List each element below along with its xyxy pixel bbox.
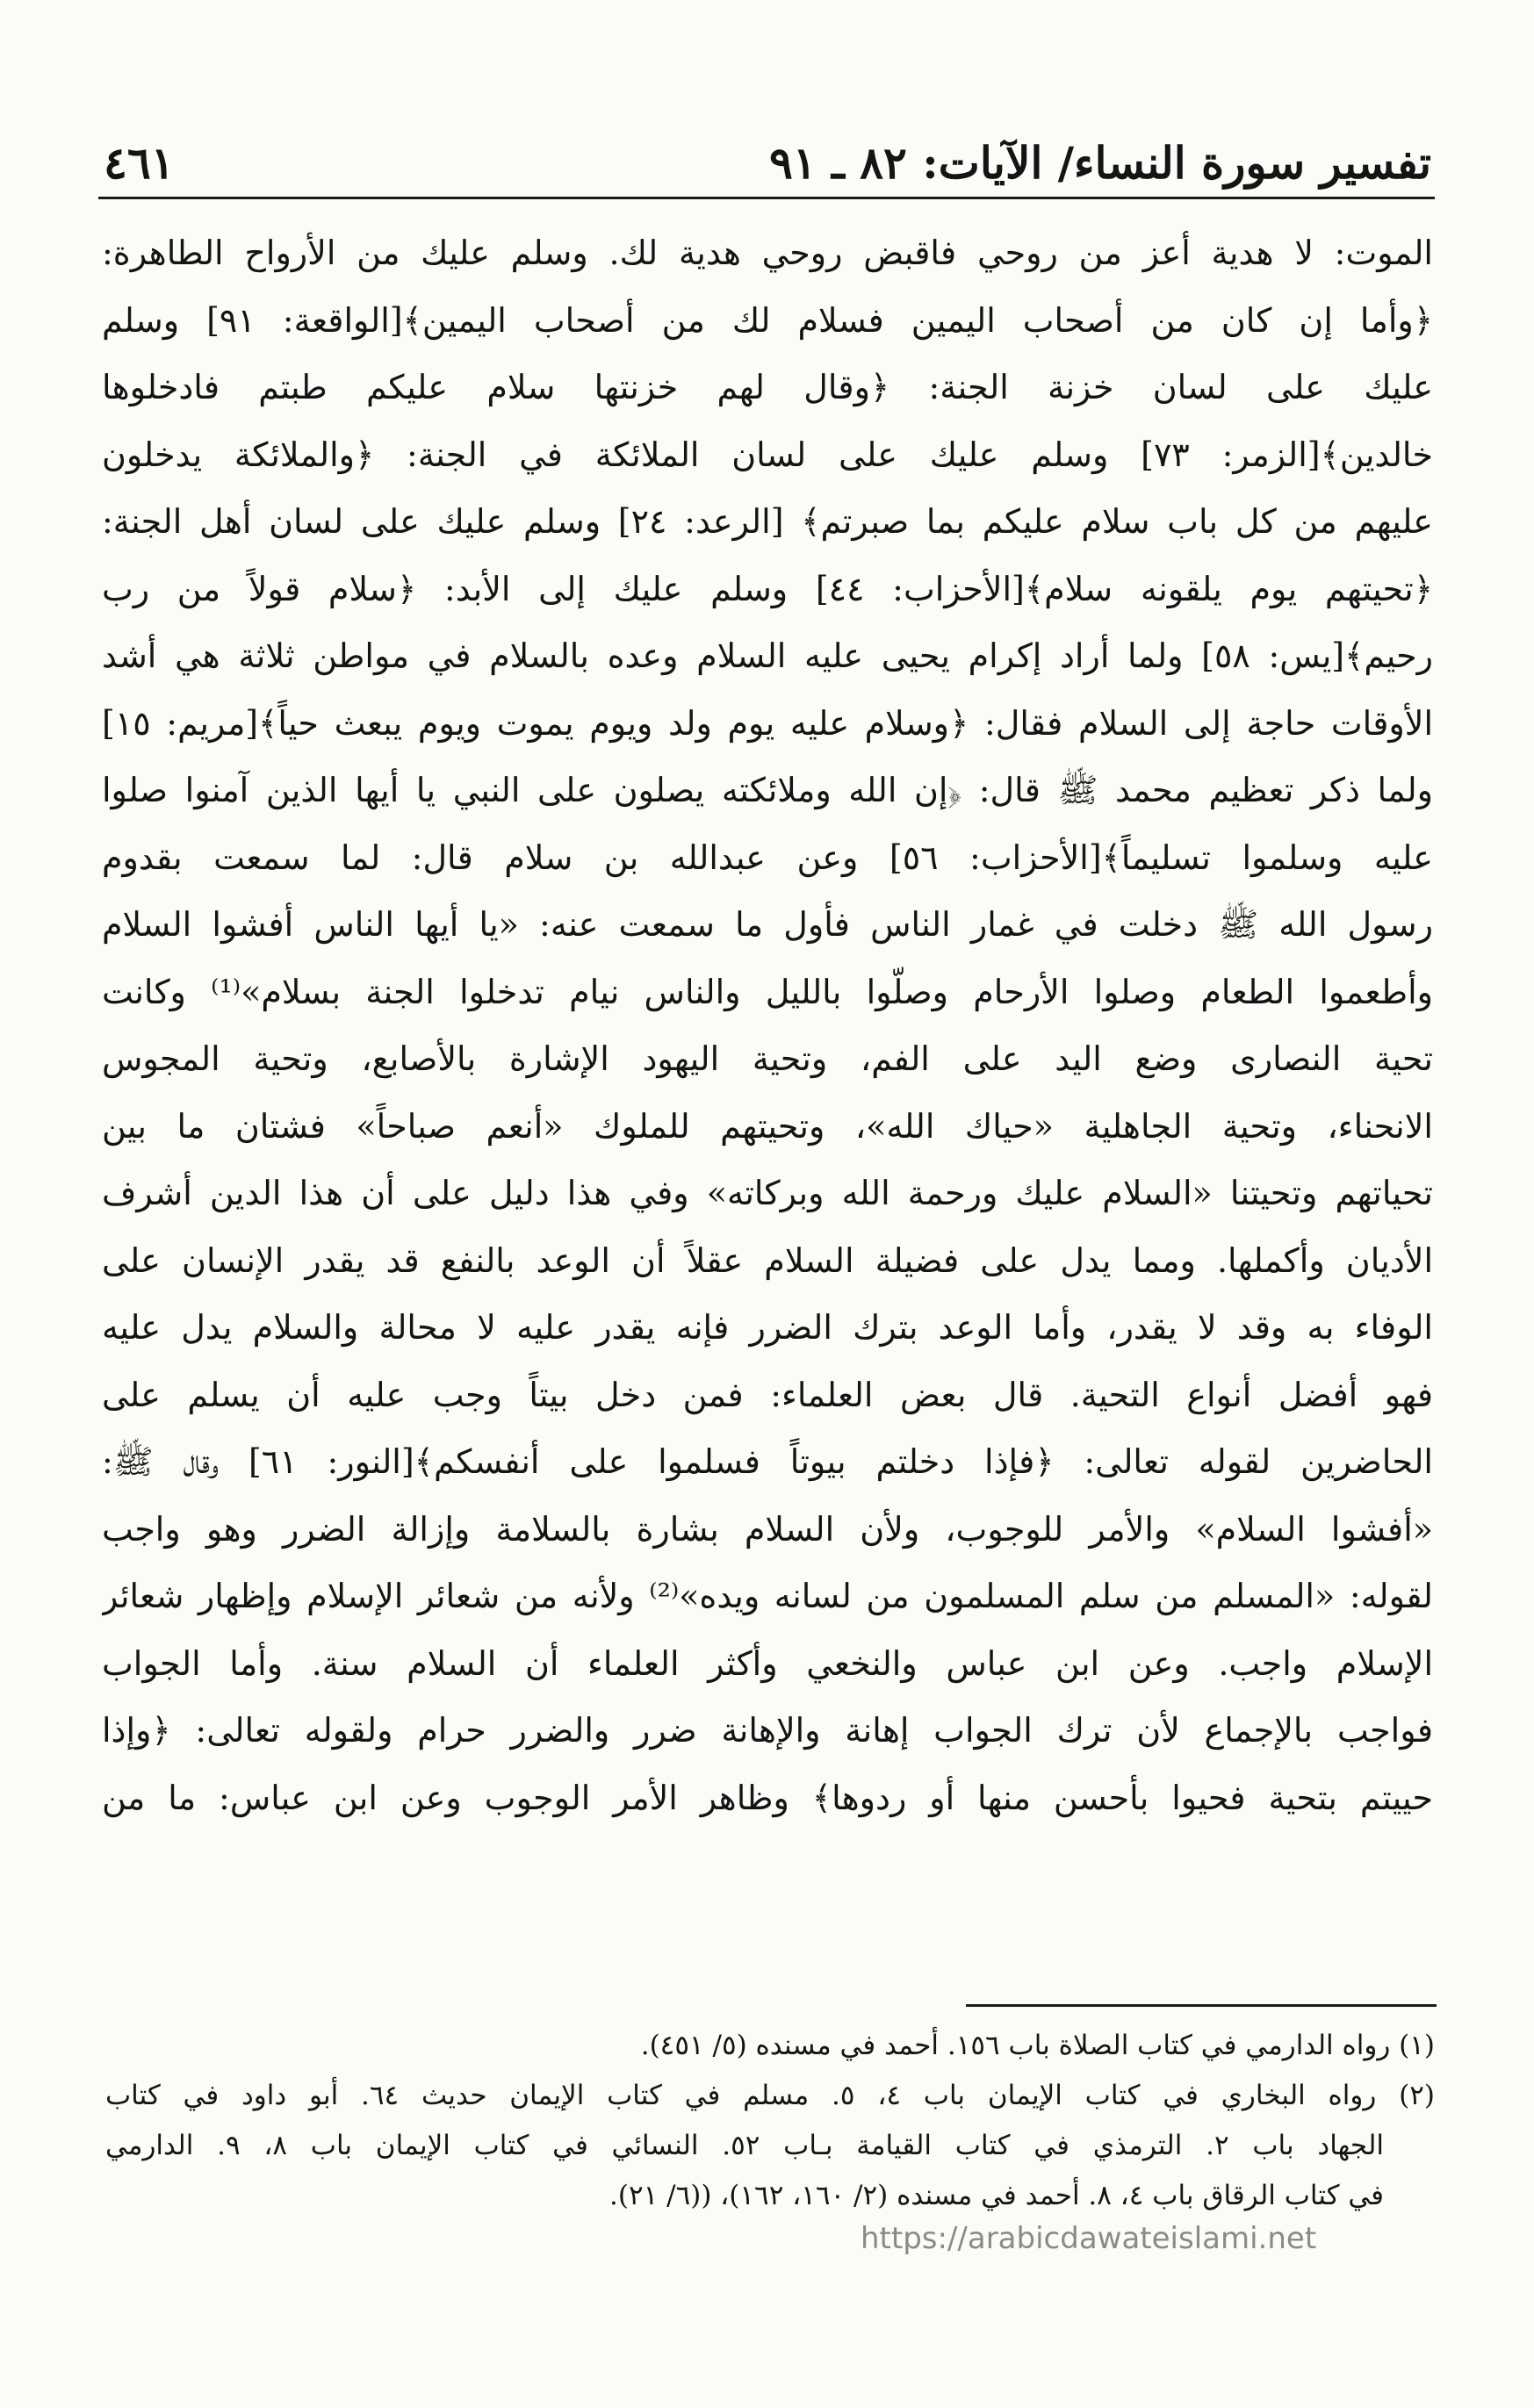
footnote-2-cont: الجهاد باب ٢. الترمذي في كتاب القيامة بـاب ٥٢. النسائي في كتاب الإيمان باب ٨، ٩. الدارمي [105,2130,1384,2161]
body-line: ﴿وأما إن كان من أصحاب اليمين فسلام لك من أصحاب اليمين﴾[الواقعة: ٩١] وسلم [102,300,1433,340]
body-line: رسول الله ﷺ دخلت في غمار الناس فأول ما سمعت عنه: «يا أيها الناس أفشوا السلام [102,905,1433,944]
footnote-1: (١) رواه الدارمي في كتاب الصلاة باب ١٥٦. أحمد في مسنده (٥/ ٤٥١). [640,2030,1435,2061]
body-line: الإسلام واجب. وعن ابن عباس والنخعي وأكثر العلماء أن السلام سنة. وأما الجواب [102,1643,1433,1683]
body-line: عليهم من كل باب سلام عليكم بما صبرتم﴾ [الرعد: ٢٤] وسلم عليك على لسان أهل الجنة: [102,502,1433,541]
body-line: عليك على لسان خزنة الجنة: ﴿وقال لهم خزنتها سلام عليكم طبتم فادخلوها [102,368,1433,406]
body-line: فواجب بالإجماع لأن ترك الجواب إهانة والإهانة ضرر والضرر حرام ولقوله تعالى: ﴿وإذا [102,1711,1433,1750]
body-line: وأطعموا الطعام وصلوا الأرحام وصلّوا بالليل والناس نيام تدخلوا الجنة بسلام»⁽¹⁾ وكانت [102,972,1433,1011]
footnote-2: (٢) رواه البخاري في كتاب الإيمان باب ٤، ٥. مسلم في كتاب الإيمان حديث ٦٤. أبو داود في كتاب [105,2080,1435,2111]
body-line: عليه وسلموا تسليماً﴾[الأحزاب: ٥٦] وعن عبدالله بن سلام قال: لما سمعت بقدوم [102,837,1433,877]
body-text [102,219,1433,1984]
body-line: الأديان وأكملها. ومما يدل على فضيلة السلام عقلاً أن الوعد بالنفع قد يقدر الإنسان على [102,1240,1433,1280]
body-line: ولما ذكر تعظيم محمد ﷺ قال: ﴿إن الله وملائكته يصلون على النبي يا أيها الذين آمنوا صلوا [102,771,1433,809]
body-line: الموت: لا هدية أعز من روحي فاقبض روحي هدية لك. وسلم عليك من الأرواح الطاهرة: [102,234,1433,272]
body-line: تحياتهم وتحيتنا «السلام عليك ورحمة الله وبركاته» وفي هذا دليل على أن هذا الدين أشرف [102,1174,1433,1212]
header-title: تفسير سورة النساء/ الآيات: ٨٢ ـ ٩١ [768,137,1431,189]
footnote-rule [966,2004,1437,2007]
body-line: فهو أفضل أنواع التحية. قال بعض العلماء: فمن دخل بيتاً وجب عليه أن يسلم على [102,1375,1433,1414]
body-line: لقوله: «المسلم من سلم المسلمون من لسانه ويده»⁽²⁾ ولأنه من شعائر الإسلام وإظهار شعائر [102,1577,1433,1615]
footnotes [105,2021,1435,2221]
page-number: ٤٦١ [104,137,175,189]
body-line: الوفاء به وقد لا يقدر، وأما الوعد بترك الضرر فإنه يقدر عليه لا محالة والسلام يدل عليه [102,1308,1433,1347]
body-line: ﴿تحيتهم يوم يلقونه سلام﴾[الأحزاب: ٤٤] وسلم عليك إلى الأبد: ﴿سلام قولاً من رب [102,569,1433,608]
body-line: خالدين﴾[الزمر: ٧٣] وسلم عليك على لسان الملائكة في الجنة: ﴿والملائكة يدخلون [102,435,1433,474]
body-line: حييتم بتحية فحيوا بأحسن منها أو ردوها﴾ وظاهر الأمر الوجوب وعن ابن عباس: ما من [102,1778,1433,1817]
footnote-2-cont: في كتاب الرقاق باب ٤، ٨. أحمد في مسنده (٢/ ١٦٠، ١٦٢)، ((٦/ ٢١). [609,2180,1384,2211]
body-line: رحيم﴾[يس: ٥٨] ولما أراد إكرام يحيى عليه السلام وعده بالسلام في مواطن ثلاثة هي أشد [102,636,1433,675]
watermark: https://arabicdawateislami.net [861,2221,1317,2256]
running-header [104,132,1431,202]
body-line: تحية النصارى وضع اليد على الفم، وتحية اليهود الإشارة بالأصابع، وتحية المجوس [102,1039,1433,1078]
body-line: «أفشوا السلام» والأمر للوجوب، ولأن السلام بشارة بالسلامة وإزالة الضرر وهو واجب [102,1509,1433,1549]
header-rule [98,197,1435,199]
body-line: الانحناء، وتحية الجاهلية «حياك الله»، وتحيتهم للملوك «أنعم صباحاً» فشتان ما بين [102,1106,1433,1146]
body-line: الأوقات حاجة إلى السلام فقال: ﴿وسلام عليه يوم ولد ويوم يموت ويوم يبعث حياً﴾[مريم: ١٥] [102,703,1433,743]
body-line: الحاضرين لقوله تعالى: ﴿فإذا دخلتم بيوتاً فسلموا على أنفسكم﴾[النور: ٦١] وقال ﷺ: [102,1442,1433,1481]
